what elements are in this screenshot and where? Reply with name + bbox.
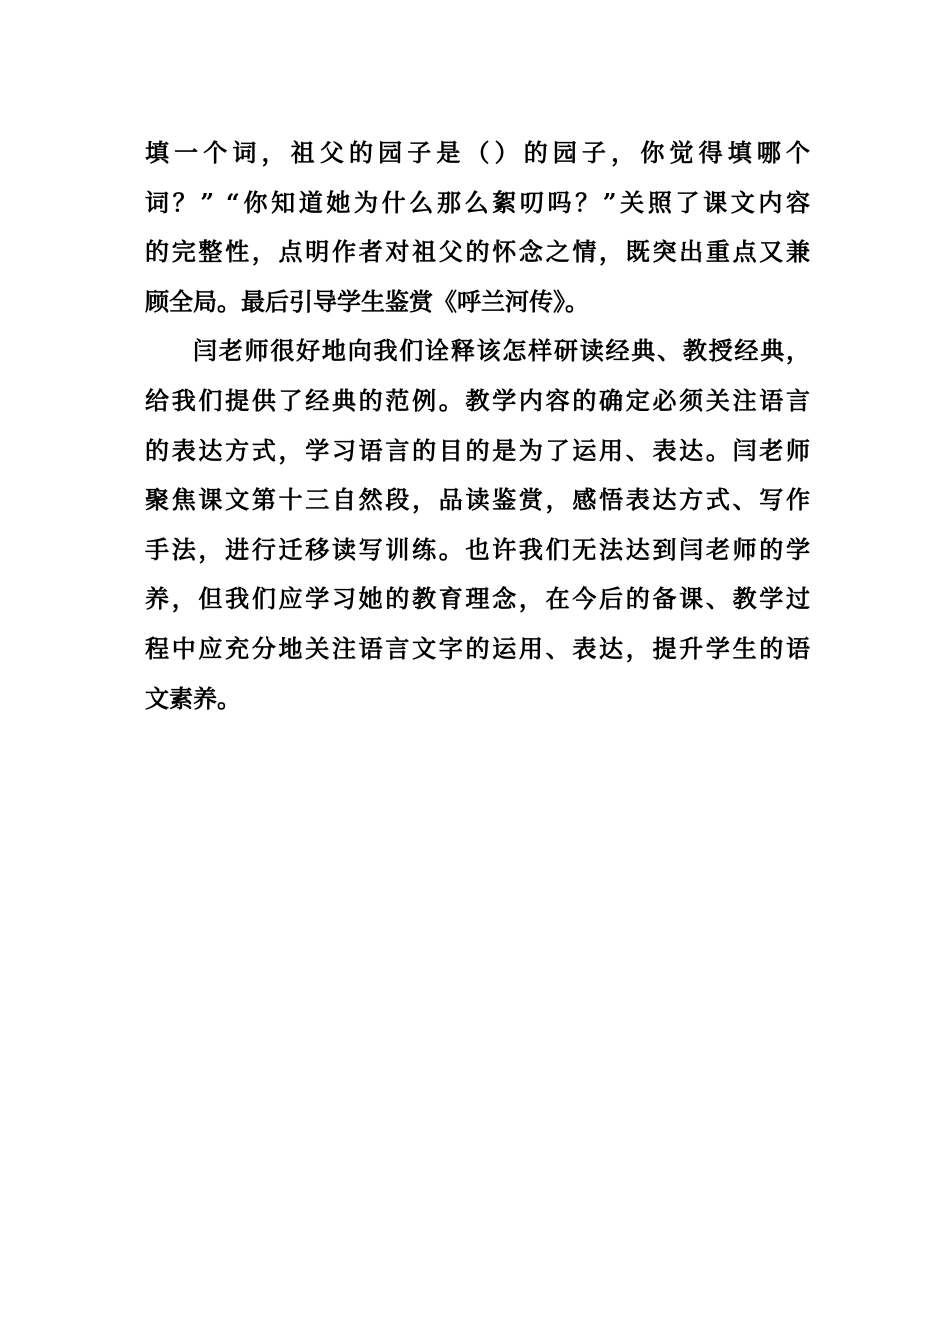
paragraph-line: 顾全局。最后引导学生鉴赏《呼兰河传》。 bbox=[145, 286, 589, 316]
paragraph-line: 词？” “你知道她为什么那么絮叨吗？”关照了课文内容 bbox=[145, 187, 810, 217]
paragraph-line: 闫老师很好地向我们诠释该怎样研读经典、教授经典， bbox=[193, 336, 810, 366]
paragraph-line: 的表达方式，学习语言的目的是为了运用、表达。闫老师 bbox=[145, 435, 810, 465]
paragraph-line: 的完整性，点明作者对祖父的怀念之情，既突出重点又兼 bbox=[145, 237, 810, 267]
paragraph-line: 养，但我们应学习她的教育理念，在今后的备课、教学过 bbox=[145, 584, 810, 614]
paragraph-2 bbox=[145, 326, 810, 723]
document-body bbox=[145, 128, 810, 723]
paragraph-line: 填一个词，祖父的园子是（）的园子，你觉得填哪个 bbox=[145, 138, 810, 167]
paragraph-line: 文素养。 bbox=[145, 683, 241, 713]
paragraph-line: 聚焦课文第十三自然段，品读鉴赏，感悟表达方式、写作 bbox=[145, 485, 810, 515]
paragraph-line: 手法，进行迁移读写训练。也许我们无法达到闫老师的学 bbox=[145, 534, 810, 564]
paragraph-line: 给我们提供了经典的范例。教学内容的确定必须关注语言 bbox=[145, 385, 810, 415]
paragraph-line: 程中应充分地关注语言文字的运用、表达，提升学生的语 bbox=[145, 633, 810, 663]
paragraph-1 bbox=[145, 128, 810, 326]
